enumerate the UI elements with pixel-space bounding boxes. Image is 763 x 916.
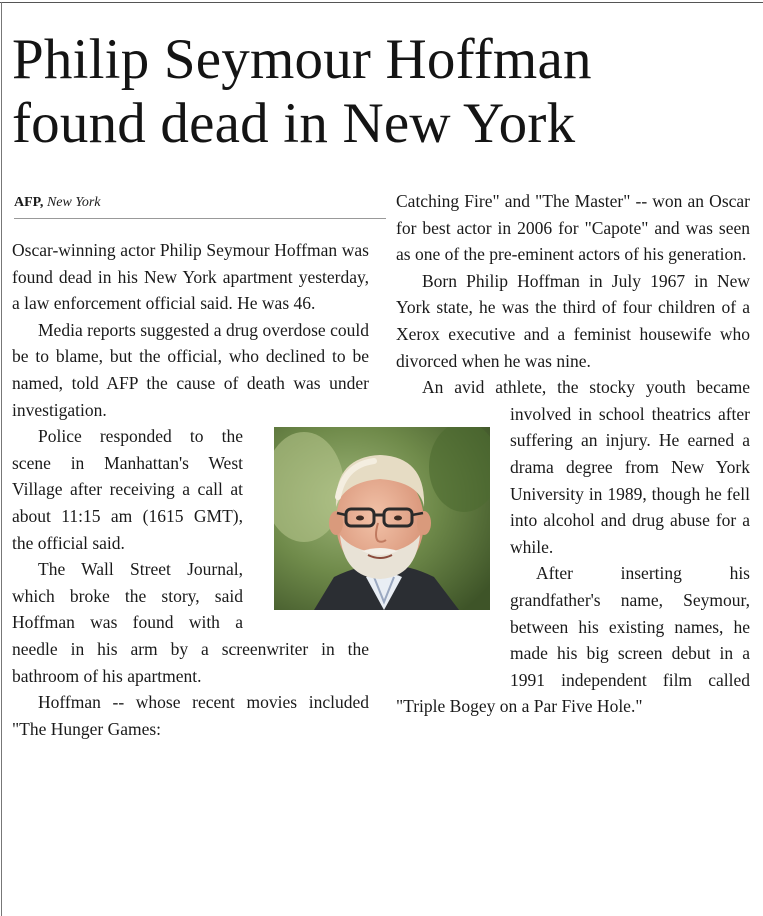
hoffman-photo bbox=[274, 427, 490, 610]
paragraph-athlete: An avid athlete, the stocky youth became involved in school theatrics after suffering an injury. He earned a drama degree from New York University in 1989, though he fell into alcohol and drug abuse for a while. bbox=[422, 377, 750, 557]
left-rule bbox=[1, 2, 2, 916]
headline-line-2: found dead in New York bbox=[12, 92, 576, 155]
byline bbox=[14, 194, 386, 219]
paragraph-wsj: The Wall Street Journal, which broke the story, said Hoffman was found with a needle in his arm by a screenwriter in the bathroom of his apartment. bbox=[12, 559, 369, 686]
paragraph-born: Born Philip Hoffman in July 1967 in New York state, he was the third of four children of a Xerox executive and a feminist housewife who divorced when he was nine. bbox=[396, 270, 750, 371]
top-rule bbox=[0, 2, 763, 3]
paragraph-opening: Oscar-winning actor Philip Seymour Hoffman was found dead in his New York apartment yesterday, a law enforcement official said. He was 46. bbox=[12, 240, 369, 314]
paragraph-media-reports: Media reports suggested a drug overdose could be to blame, but the official, who declined to be named, told AFP the cause of death was under investigation. bbox=[12, 319, 369, 420]
byline-place: New York bbox=[46, 195, 101, 210]
paragraph-oscar: Catching Fire" and "The Master" -- won an Oscar for best actor in 2006 for "Capote" and was seen as one of the pre-eminent actors of his generation. bbox=[396, 191, 750, 265]
headline bbox=[12, 28, 757, 156]
paragraph-police: Police responded to the scene in Manhattan's West Village after receiving a call at about 11:15 am (1615 GMT), the official said. bbox=[12, 426, 243, 553]
byline-agency: AFP, bbox=[14, 195, 44, 210]
headline-line-1: Philip Seymour Hoffman bbox=[12, 28, 592, 91]
paragraph-grandfather: After inserting his grandfather's name, Seymour, between his existing names, he made his big screen debut in a 1991 independent film called "Triple Bogey on a Par Five Hole." bbox=[396, 563, 750, 717]
paragraph-movies: Hoffman -- whose recent movies included "The Hunger Games: bbox=[12, 692, 369, 739]
